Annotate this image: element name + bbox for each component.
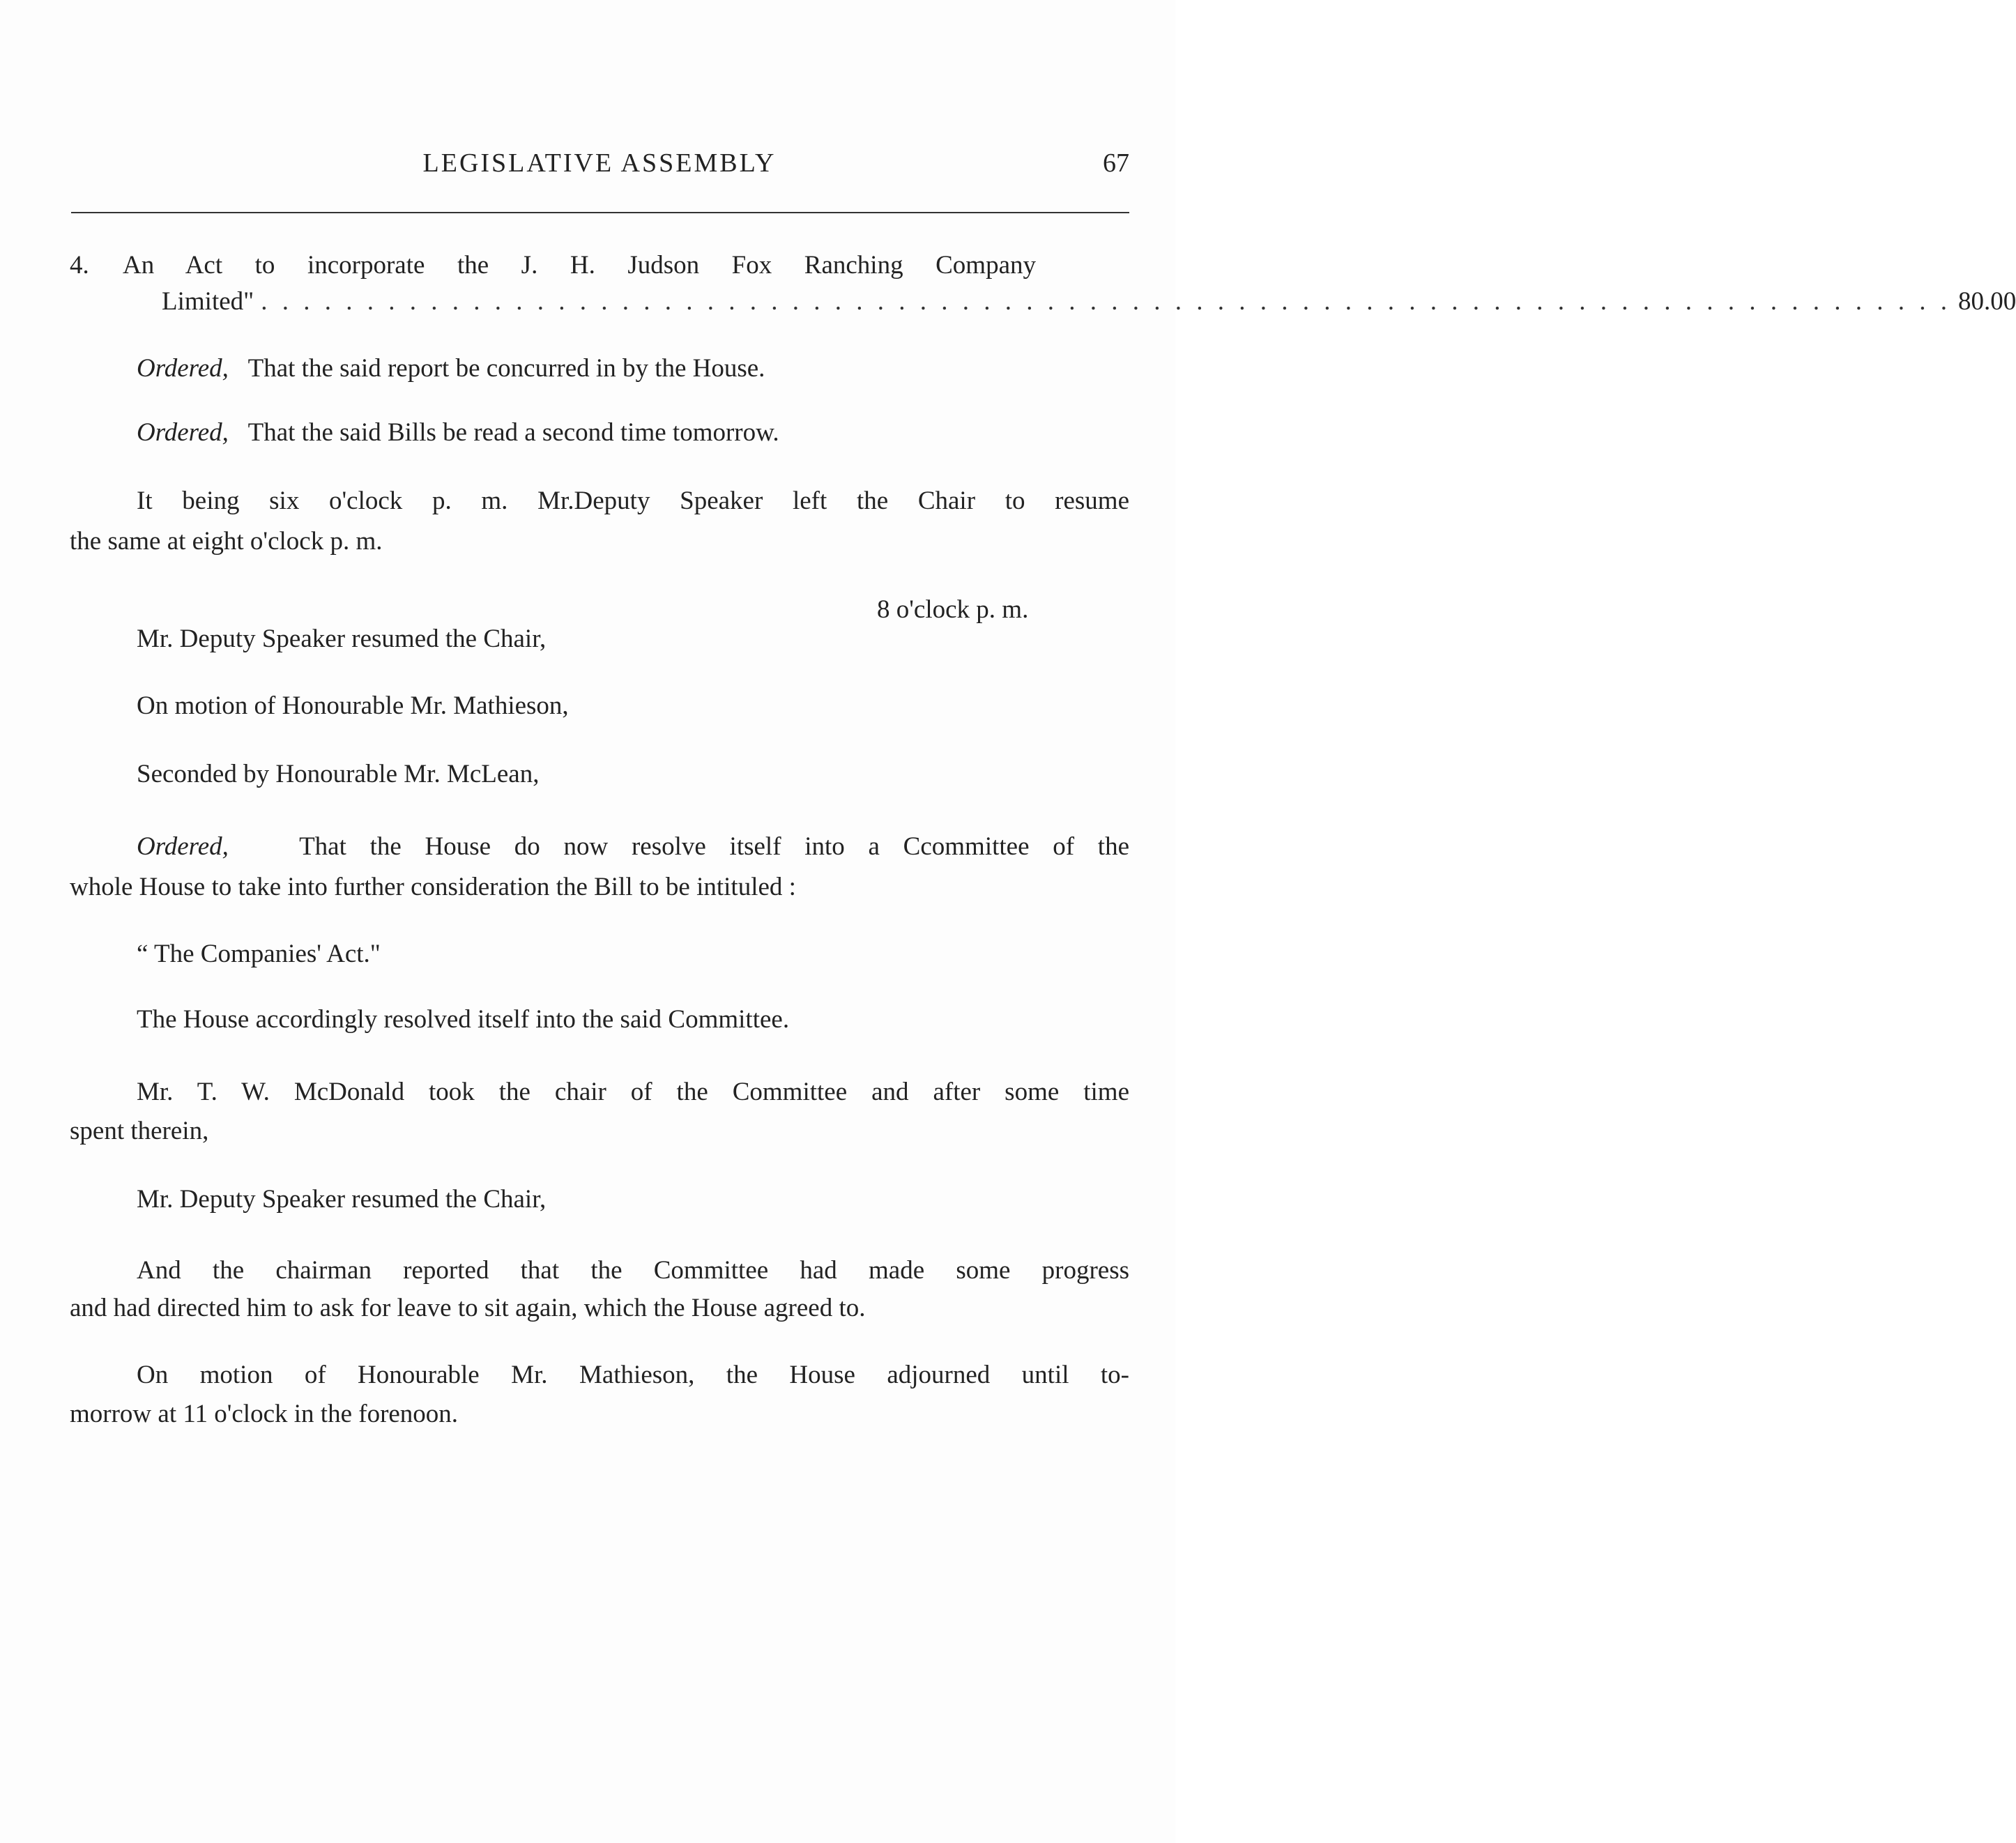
ordered-paragraph-2 <box>137 413 779 453</box>
item-title-line2-row <box>162 282 2016 322</box>
ordered-text: That the said report be concurred in by the House. <box>247 354 765 383</box>
item-number: 4. <box>70 251 89 280</box>
ordered-paragraph-3-line2: whole House to take into further consideration the Bill to be intituled : <box>70 873 796 901</box>
adjourn-line1: On motion of Honourable Mr. Mathieson, the House adjourned until to- <box>137 1361 1129 1389</box>
item-amount: 80.00 <box>1958 287 2016 316</box>
mcdonald-line1: Mr. T. W. McDonald took the chair of the Committee and after some time <box>137 1078 1129 1106</box>
six-oclock-line2: the same at eight o'clock p. m. <box>70 527 383 556</box>
motion-mathieson: On motion of Honourable Mr. Mathieson, <box>137 691 569 720</box>
mcdonald-line2: spent therein, <box>70 1117 209 1145</box>
seconded-mclean: Seconded by Honourable Mr. McLean, <box>137 760 540 788</box>
ordered-text: That the said Bills be read a second time tomorrow. <box>247 418 779 447</box>
time-marker: 8 o'clock p. m. <box>877 595 1029 624</box>
item-title-line1: An Act to incorporate the J. H. Judson Fox Ranching Company <box>123 251 1036 280</box>
resolved-committee: The House accordingly resolved itself into the said Committee. <box>137 1005 790 1034</box>
ordered-label: Ordered, <box>137 418 229 447</box>
resumed-chair-1: Mr. Deputy Speaker resumed the Chair, <box>137 625 547 653</box>
item-title-line2: Limited" <box>162 287 254 316</box>
ordered-paragraph-1 <box>137 349 765 389</box>
ordered-label: Ordered, <box>137 832 229 861</box>
page-header <box>70 148 1129 183</box>
running-title: LEGISLATIVE ASSEMBLY <box>422 148 777 178</box>
ordered-text: That the House do now resolve itself into a Ccommittee of the <box>299 832 1129 861</box>
resumed-chair-2: Mr. Deputy Speaker resumed the Chair, <box>137 1185 547 1214</box>
chairman-line2: and had directed him to ask for leave to sit again, which the House agreed to. <box>70 1294 866 1322</box>
six-oclock-line1: It being six o'clock p. m. Mr.Deputy Speaker left the Chair to resume <box>137 487 1129 515</box>
ordered-paragraph-3 <box>137 827 1129 867</box>
adjourn-line2: morrow at 11 o'clock in the forenoon. <box>70 1400 459 1428</box>
bill-title: “ The Companies' Act." <box>137 940 381 968</box>
chairman-line1: And the chairman reported that the Committee had made some progress <box>137 1256 1129 1285</box>
page-number: 67 <box>1103 148 1129 178</box>
ordered-label: Ordered, <box>137 354 229 383</box>
dot-leader: . . . . . . . . . . . . . . . . . . . . . . . . . . . . . . . . . . . . . . . . . . . . . . . . . . . . . . . . . . . . . . . . . . . . . . . . . . . . . . . . <box>261 287 1951 316</box>
header-rule <box>71 212 1129 213</box>
